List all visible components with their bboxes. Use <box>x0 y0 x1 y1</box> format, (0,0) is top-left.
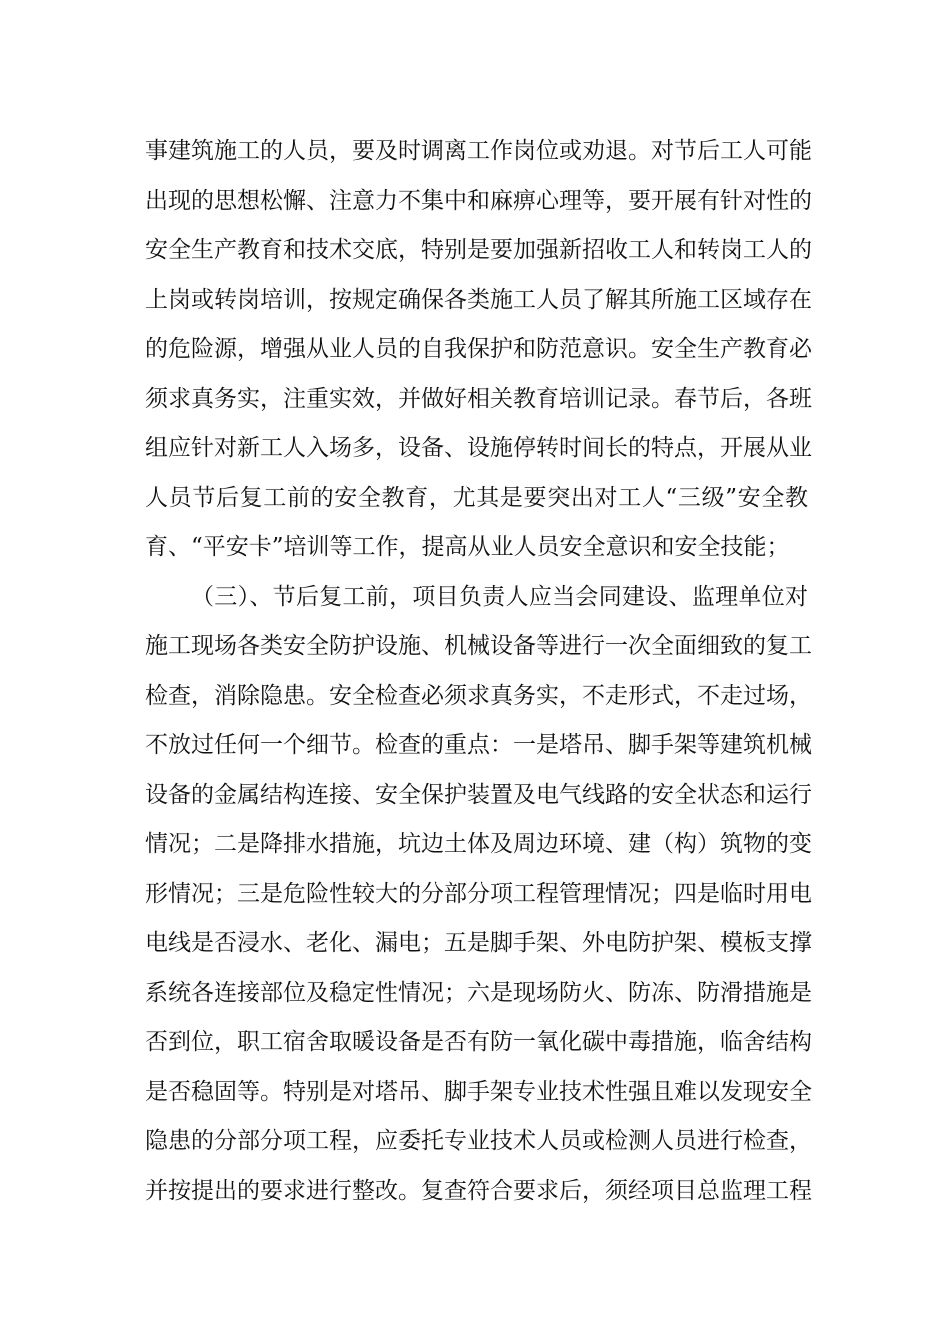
text-line: 并按提出的要求进行整改。复查符合要求后，须经项目总监理工程 <box>145 1177 812 1204</box>
paragraph-2 <box>145 573 812 1217</box>
text-line: 检查，消除隐患。安全检查必须求真务实，不走形式，不走过场， <box>145 682 812 709</box>
text-line: 的危险源，增强从业人员的自我保护和防范意识。安全生产教育必 <box>145 336 812 362</box>
text-line: 上岗或转岗培训，按规定确保各类施工人员了解其所施工区域存在 <box>145 286 812 313</box>
text-line: 设备的金属结构连接、安全保护装置及电气线路的安全状态和运行 <box>145 781 812 808</box>
text-line: 否到位，职工宿舍取暖设备是否有防一氧化碳中毒措施，临舍结构 <box>145 1029 812 1055</box>
document-body <box>145 127 812 1216</box>
text-line: （三）、节后复工前，项目负责人应当会同建设、监理单位对 <box>191 583 808 610</box>
text-line: 施工现场各类安全防护设施、机械设备等进行一次全面细致的复工 <box>145 633 812 659</box>
text-line: 形情况；三是危险性较大的分部分项工程管理情况；四是临时用电 <box>145 880 812 907</box>
text-line: 组应针对新工人入场多，设备、设施停转时间长的特点，开展从业 <box>145 435 812 461</box>
text-line: 电线是否浸水、老化、漏电；五是脚手架、外电防护架、模板支撑 <box>145 930 812 956</box>
text-line: 隐患的分部分项工程，应委托专业技术人员或检测人员进行检查， <box>145 1128 812 1154</box>
text-line: 出现的思想松懈、注意力不集中和麻痹心理等，要开展有针对性的 <box>145 187 812 214</box>
text-line: 人员节后复工前的安全教育，尤其是要突出对工人“三级”安全教 <box>145 484 808 511</box>
paragraph-1 <box>145 127 812 573</box>
text-line: 事建筑施工的人员，要及时调离工作岗位或劝退。对节后工人可能 <box>145 138 812 164</box>
text-line: 情况；二是降排水措施，坑边土体及周边环境、建（构）筑物的变 <box>145 831 812 857</box>
text-line: 不放过任何一个细节。检查的重点：一是塔吊、脚手架等建筑机械 <box>145 732 812 758</box>
text-line: 是否稳固等。特别是对塔吊、脚手架专业技术性强且难以发现安全 <box>145 1078 812 1105</box>
text-line: 系统各连接部位及稳定性情况；六是现场防火、防冻、防滑措施是 <box>145 979 812 1006</box>
text-line: 育、“平安卡”培训等工作，提高从业人员安全意识和安全技能； <box>145 534 790 560</box>
text-line: 安全生产教育和技术交底，特别是要加强新招收工人和转岗工人的 <box>145 237 812 263</box>
text-line: 须求真务实，注重实效，并做好相关教育培训记录。春节后，各班 <box>145 385 812 412</box>
